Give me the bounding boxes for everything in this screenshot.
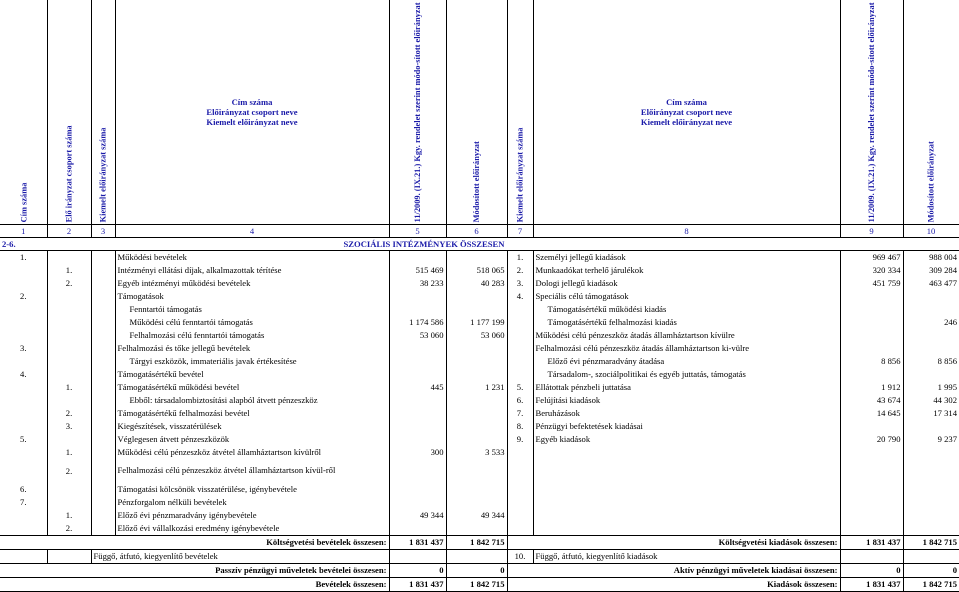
row-revenue-value-2 — [446, 433, 507, 446]
row-spacer — [91, 394, 115, 407]
row-revenue-label: Intézményi ellátási díjak, alkalmazottak térítése — [115, 264, 389, 277]
row-spacer — [91, 420, 115, 433]
row-revenue-label: Támogatásértékű felhalmozási bevétel — [115, 407, 389, 420]
bevetelek-osszesen-value-2: 1 842 715 — [446, 577, 507, 591]
row-spacer — [91, 290, 115, 303]
table-row — [0, 316, 959, 329]
header-row — [0, 0, 959, 224]
row-expense-code — [507, 355, 533, 368]
row-spacer — [91, 329, 115, 342]
table-row — [0, 496, 959, 509]
passziv-value-2: 0 — [446, 563, 507, 577]
row-expense-label: Munkaadókat terhelő járulékok — [533, 264, 840, 277]
col-number: 1 — [0, 224, 47, 237]
row-expense-code: 8. — [507, 420, 533, 433]
row-expense-value-2 — [903, 290, 959, 303]
row-revenue-label: Támogatásértékű bevétel — [115, 368, 389, 381]
row-expense-value-1 — [840, 368, 903, 381]
row-revenue-label: Egyéb intézményi működési bevételek — [115, 277, 389, 290]
row-subcode — [47, 342, 91, 355]
row-revenue-label: Támogatási kölcsönök visszatérülése, igénybevétele — [115, 483, 389, 496]
row-revenue-value-1 — [389, 290, 446, 303]
row-subcode: 3. — [47, 420, 91, 433]
row-expense-code: 3. — [507, 277, 533, 290]
row-revenue-value-2 — [446, 303, 507, 316]
row-revenue-value-2: 1 231 — [446, 381, 507, 394]
table-row — [0, 277, 959, 290]
row-expense-value-1: 1 912 — [840, 381, 903, 394]
row-expense-value-2 — [903, 368, 959, 381]
row-expense-value-2: 8 856 — [937, 356, 957, 367]
row-expense-value-2 — [903, 342, 959, 355]
row-expense-value-2: 309 284 — [929, 265, 957, 276]
row-expense-code — [507, 496, 533, 509]
table-row — [0, 381, 959, 394]
row-code — [0, 303, 47, 316]
row-expense-label: Egyéb kiadások — [533, 433, 840, 446]
row-expense-label: Felhalmozási célú pénzeszköz átadás államháztartson ki-vülre — [533, 342, 840, 355]
row-expense-value-2 — [903, 459, 959, 483]
row-revenue-value-2: 53 060 — [446, 329, 507, 342]
table-row — [0, 446, 959, 459]
row-spacer — [91, 407, 115, 420]
row-spacer — [91, 496, 115, 509]
fuggo-kiadasok-number: 10. — [507, 549, 533, 563]
row-revenue-value-1 — [389, 407, 446, 420]
row-spacer — [91, 483, 115, 496]
row-subcode — [47, 433, 91, 446]
row-expense-value-1 — [840, 509, 903, 522]
row-revenue-label: Előző évi pénzmaradvány igénybevétele — [115, 509, 389, 522]
table-row — [0, 303, 959, 316]
row-spacer — [91, 303, 115, 316]
table-row — [0, 355, 959, 368]
row-revenue-value-2 — [446, 394, 507, 407]
table-row — [0, 420, 959, 433]
row-spacer — [91, 355, 115, 368]
row-spacer — [91, 381, 115, 394]
row-revenue-value-1 — [389, 394, 446, 407]
col-number: 5 — [389, 224, 446, 237]
table-row — [0, 433, 959, 446]
section-title: SZOCIÁLIS INTÉZMÉNYEK ÖSSZESEN — [47, 237, 959, 250]
row-expense-value-1: 320 334 — [840, 264, 903, 277]
row-expense-label: Ellátottak pénzbeli juttatása — [533, 381, 840, 394]
row-revenue-value-2 — [446, 522, 507, 536]
row-expense-value-1 — [840, 303, 903, 316]
row-expense-value-1 — [840, 522, 903, 536]
row-expense-value-2 — [903, 303, 959, 316]
kv-kiadasok-value-2: 1 842 715 — [903, 535, 959, 549]
total-row-fuggo — [0, 549, 959, 563]
row-expense-code: 6. — [507, 394, 533, 407]
row-code — [0, 407, 47, 420]
fuggo-kiadasok-label: Függő, átfutó, kiegyenlítő kiadások — [533, 549, 840, 563]
row-code: 6. — [0, 483, 47, 496]
kiadasok-osszesen-label: Kiadások összesen: — [507, 577, 840, 591]
row-expense-code — [507, 303, 533, 316]
row-revenue-value-1: 1 174 586 — [389, 316, 446, 329]
aktiv-label: Aktív pénzügyi műveletek kiadásai összesen: — [507, 563, 840, 577]
row-revenue-value-2 — [446, 368, 507, 381]
header-cim-nev-2: Cím száma Előirányzat csoport neve Kiemelt előirányzat neve — [533, 0, 840, 224]
row-revenue-value-2 — [446, 355, 507, 368]
row-expense-value-2 — [903, 483, 959, 496]
row-revenue-label: Felhalmozási és tőke jellegű bevételek — [115, 342, 389, 355]
row-subcode — [47, 483, 91, 496]
col-number: 6 — [446, 224, 507, 237]
row-expense-value-1: 20 790 — [840, 433, 903, 446]
row-spacer — [91, 316, 115, 329]
row-subcode: 2. — [47, 459, 91, 483]
bevetelek-osszesen-value-1: 1 831 437 — [389, 577, 446, 591]
bevetelek-osszesen-label: Bevételek összesen: — [0, 577, 389, 591]
row-revenue-label: Működési bevételek — [115, 250, 389, 264]
row-expense-code: 4. — [507, 290, 533, 303]
row-expense-label: Támogatásértékű felhalmozási kiadás — [533, 316, 840, 329]
row-expense-label: Működési célú pénzeszköz átadás államháztartson kívülre — [533, 329, 840, 342]
row-expense-label — [533, 459, 840, 483]
row-subcode — [47, 303, 91, 316]
row-revenue-value-2 — [446, 483, 507, 496]
row-revenue-label: Támogatások — [115, 290, 389, 303]
row-expense-value-2: 9 237 — [937, 434, 957, 445]
row-revenue-value-2: 518 065 — [446, 264, 507, 277]
row-expense-value-1 — [840, 290, 903, 303]
row-expense-value-1 — [840, 496, 903, 509]
row-subcode — [47, 290, 91, 303]
row-subcode — [47, 355, 91, 368]
row-code — [0, 522, 47, 536]
row-expense-code — [507, 329, 533, 342]
table-row — [0, 483, 959, 496]
row-spacer — [91, 446, 115, 459]
row-revenue-value-1 — [389, 420, 446, 433]
row-expense-code — [507, 316, 533, 329]
row-subcode: 1. — [47, 381, 91, 394]
row-code — [0, 355, 47, 368]
section-code: 2-6. — [0, 237, 47, 250]
table-row — [0, 407, 959, 420]
fuggo-bevetelek-label: Függő, átfutó, kiegyenlítő bevételek — [91, 549, 389, 563]
kiadasok-osszesen-value-2: 1 842 715 — [903, 577, 959, 591]
row-code — [0, 459, 47, 483]
row-expense-value-2 — [903, 420, 959, 433]
row-expense-label — [533, 522, 840, 536]
row-code — [0, 264, 47, 277]
row-expense-label — [533, 496, 840, 509]
row-expense-value-1 — [840, 483, 903, 496]
table-row — [0, 342, 959, 355]
row-revenue-value-2 — [446, 342, 507, 355]
row-revenue-value-2 — [446, 407, 507, 420]
header-modositott: Módosított előirányzat — [446, 0, 507, 224]
row-revenue-value-1 — [389, 368, 446, 381]
row-revenue-value-1 — [389, 355, 446, 368]
row-expense-value-2: 988 004 — [929, 252, 957, 263]
row-subcode — [47, 368, 91, 381]
row-expense-code — [507, 509, 533, 522]
aktiv-value-2: 0 — [903, 563, 959, 577]
row-spacer — [91, 459, 115, 483]
aktiv-value-1: 0 — [840, 563, 903, 577]
row-code — [0, 329, 47, 342]
passziv-value-1: 0 — [389, 563, 446, 577]
row-expense-code: 1. — [507, 250, 533, 264]
row-revenue-value-2: 49 344 — [446, 509, 507, 522]
row-expense-value-1: 969 467 — [840, 250, 903, 264]
row-expense-label — [533, 483, 840, 496]
row-subcode: 2. — [47, 407, 91, 420]
table-row — [0, 250, 959, 264]
row-expense-label: Pénzügyi befektetések kiadásai — [533, 420, 840, 433]
row-subcode: 1. — [47, 264, 91, 277]
row-revenue-value-2: 1 177 199 — [446, 316, 507, 329]
row-code — [0, 446, 47, 459]
row-expense-label — [533, 446, 840, 459]
row-revenue-value-1 — [389, 250, 446, 264]
row-expense-value-1 — [840, 459, 903, 483]
row-expense-value-1: 43 674 — [840, 394, 903, 407]
row-expense-label: Beruházások — [533, 407, 840, 420]
table-body — [0, 250, 959, 535]
row-spacer — [91, 277, 115, 290]
row-spacer — [91, 433, 115, 446]
row-revenue-label: Működési célú fenntartói támogatás — [115, 316, 389, 329]
row-expense-value-2: 463 477 — [929, 278, 957, 289]
row-expense-value-1 — [840, 329, 903, 342]
row-revenue-value-1 — [389, 459, 446, 483]
row-expense-value-2: 44 302 — [933, 395, 957, 406]
row-expense-code: 9. — [507, 433, 533, 446]
row-subcode — [47, 329, 91, 342]
row-revenue-value-1 — [389, 483, 446, 496]
row-revenue-value-1: 515 469 — [389, 264, 446, 277]
row-revenue-value-1: 49 344 — [389, 509, 446, 522]
row-expense-value-2 — [903, 496, 959, 509]
row-expense-label: Előző évi pénzmaradvány átadása — [533, 355, 840, 368]
row-code — [0, 316, 47, 329]
row-revenue-value-2 — [446, 250, 507, 264]
row-expense-value-1: 451 759 — [840, 277, 903, 290]
row-revenue-value-1 — [389, 342, 446, 355]
row-revenue-value-1: 38 233 — [389, 277, 446, 290]
row-subcode — [47, 250, 91, 264]
row-expense-value-1 — [840, 446, 903, 459]
col-number: 3 — [91, 224, 115, 237]
row-spacer — [91, 250, 115, 264]
row-revenue-value-1: 53 060 — [389, 329, 446, 342]
kv-kiadasok-label: Költségvetési kiadások összesen: — [507, 535, 840, 549]
kv-bevetelek-label: Költségvetési bevételek összesen: — [0, 535, 389, 549]
row-code: 7. — [0, 496, 47, 509]
header-cim-nev: Cím száma Előirányzat csoport neve Kiemelt előirányzat neve — [115, 0, 389, 224]
total-row-passziv — [0, 563, 959, 577]
row-revenue-label: Működési célú pénzeszköz átvétel államháztartson kívülről — [115, 446, 389, 459]
col-number: 8 — [533, 224, 840, 237]
table-row — [0, 522, 959, 536]
row-subcode: 2. — [47, 522, 91, 536]
row-expense-label: Társadalom-, szociálpolitikai és egyéb juttatás, támogatás — [533, 368, 840, 381]
row-expense-value-2 — [903, 329, 959, 342]
row-revenue-label: Fenntartói támogatás — [115, 303, 389, 316]
header-kiemelt-szama: Kiemelt előirányzat száma — [91, 0, 115, 224]
row-expense-code — [507, 368, 533, 381]
col-number: 10 — [903, 224, 959, 237]
col-number: 4 — [115, 224, 389, 237]
row-revenue-value-2: 3 533 — [446, 446, 507, 459]
row-expense-value-2: 246 — [944, 317, 957, 328]
row-expense-label: Dologi jellegű kiadások — [533, 277, 840, 290]
row-revenue-value-1 — [389, 303, 446, 316]
row-spacer — [91, 522, 115, 536]
row-expense-value-2: 1 995 — [937, 382, 957, 393]
row-expense-code — [507, 342, 533, 355]
table-row — [0, 329, 959, 342]
row-code — [0, 381, 47, 394]
row-code — [0, 277, 47, 290]
row-expense-code: 7. — [507, 407, 533, 420]
row-revenue-label: Kiegészítések, visszatérülések — [115, 420, 389, 433]
row-revenue-label: Támogatásértékű működési bevétel — [115, 381, 389, 394]
row-revenue-value-2 — [446, 290, 507, 303]
section-row — [0, 237, 959, 250]
row-code: 1. — [0, 250, 47, 264]
header-cim-szama: Cím száma — [0, 0, 47, 224]
row-subcode — [47, 496, 91, 509]
row-code — [0, 509, 47, 522]
total-row-kv — [0, 535, 959, 549]
row-spacer — [91, 368, 115, 381]
row-expense-value-1 — [840, 342, 903, 355]
row-spacer — [91, 509, 115, 522]
header-rendelet: 11/2009. (IX.21.) Kgy. rendelet szerint módo-sított előirányzat — [389, 0, 446, 224]
row-revenue-value-1 — [389, 522, 446, 536]
total-row-osszesen — [0, 577, 959, 591]
row-code — [0, 420, 47, 433]
row-expense-code — [507, 522, 533, 536]
row-revenue-value-2 — [446, 496, 507, 509]
row-expense-code: 2. — [507, 264, 533, 277]
kiadasok-osszesen-value-1: 1 831 437 — [840, 577, 903, 591]
row-subcode: 1. — [47, 446, 91, 459]
table-row — [0, 290, 959, 303]
row-revenue-value-2: 40 283 — [446, 277, 507, 290]
header-rendelet-2: 11/2009. (IX.21.) Kgy. rendelet szerint módo-sított előirányzat — [840, 0, 903, 224]
row-revenue-value-1 — [389, 433, 446, 446]
row-expense-label: Speciális célú támogatások — [533, 290, 840, 303]
row-revenue-value-2 — [446, 459, 507, 483]
row-revenue-label: Tárgyi eszközök, immateriális javak értékesítése — [115, 355, 389, 368]
row-expense-code: 5. — [507, 381, 533, 394]
row-expense-value-1: 14 645 — [840, 407, 903, 420]
row-code: 3. — [0, 342, 47, 355]
row-revenue-value-1 — [389, 496, 446, 509]
passziv-label: Passzív pénzügyi műveletek bevételei összesen: — [0, 563, 389, 577]
column-number-row — [0, 224, 959, 237]
row-revenue-label: Pénzforgalom nélküli bevételek — [115, 496, 389, 509]
row-subcode: 1. — [47, 509, 91, 522]
row-revenue-label: Előző évi vállalkozási eredmény igénybevétele — [115, 522, 389, 536]
row-expense-label: Felújítási kiadások — [533, 394, 840, 407]
row-expense-label — [533, 509, 840, 522]
table-row — [0, 264, 959, 277]
header-kiemelt-szama-2: Kiemelt előirányzat száma — [507, 0, 533, 224]
row-revenue-label: Véglegesen átvett pénzeszközök — [115, 433, 389, 446]
row-expense-value-1: 8 856 — [840, 355, 903, 368]
col-number: 9 — [840, 224, 903, 237]
table-row — [0, 394, 959, 407]
row-code — [0, 394, 47, 407]
table-row — [0, 509, 959, 522]
row-expense-code — [507, 459, 533, 483]
row-revenue-label: Ebből: társadalombiztosítási alapból átvett pénzeszköz — [115, 394, 389, 407]
row-code: 2. — [0, 290, 47, 303]
row-expense-value-1 — [840, 316, 903, 329]
table-row — [0, 368, 959, 381]
row-expense-code — [507, 483, 533, 496]
row-expense-value-2 — [903, 522, 959, 536]
row-revenue-value-1: 445 — [389, 381, 446, 394]
row-subcode — [47, 316, 91, 329]
kv-kiadasok-value-1: 1 831 437 — [840, 535, 903, 549]
row-expense-label: Támogatásértékű működési kiadás — [533, 303, 840, 316]
row-code: 5. — [0, 433, 47, 446]
row-expense-value-2: 17 314 — [933, 408, 957, 419]
row-expense-label: Személyi jellegű kiadások — [533, 250, 840, 264]
row-expense-value-2 — [903, 509, 959, 522]
row-subcode: 2. — [47, 277, 91, 290]
row-revenue-value-1: 300 — [389, 446, 446, 459]
row-subcode — [47, 394, 91, 407]
row-spacer — [91, 264, 115, 277]
kv-bevetelek-value-2: 1 842 715 — [446, 535, 507, 549]
row-expense-value-1 — [840, 420, 903, 433]
row-expense-value-2 — [903, 446, 959, 459]
row-expense-code — [507, 446, 533, 459]
col-number: 2 — [47, 224, 91, 237]
col-number: 7 — [507, 224, 533, 237]
row-spacer — [91, 342, 115, 355]
row-code: 4. — [0, 368, 47, 381]
header-modositott-2: Módosított előirányzat — [903, 0, 959, 224]
row-revenue-value-2 — [446, 420, 507, 433]
header-eloiranyzat-csoport: Elő irányzat csoport száma — [47, 0, 91, 224]
row-revenue-label: Felhalmozási célú pénzeszköz átvétel államháztartson kívül-ről — [115, 459, 389, 483]
table-row — [0, 459, 959, 483]
row-revenue-label: Felhalmozási célú fenntartói támogatás — [115, 329, 389, 342]
kv-bevetelek-value-1: 1 831 437 — [389, 535, 446, 549]
